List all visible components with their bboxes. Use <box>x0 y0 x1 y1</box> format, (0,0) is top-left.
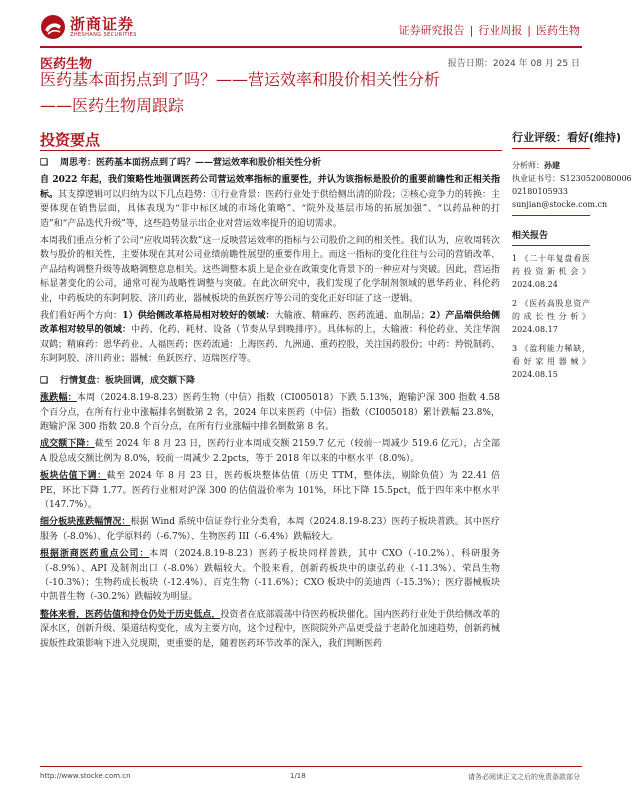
section-market-review-heading: ❑ 行情复盘：板块回调，成交额下降 <box>40 374 500 388</box>
footer-rule <box>40 766 582 767</box>
section-heading-invest-points: 投资要点 <box>40 131 101 149</box>
square-bullet-icon: ❑ <box>40 375 49 386</box>
footer-website-link[interactable]: http://www.stocke.com.cn <box>40 772 131 780</box>
page-number: 1/18 <box>290 772 306 780</box>
report-date <box>448 56 580 69</box>
section-rule <box>40 150 502 151</box>
related-report-link[interactable]: 《二十年复盘看医药投资新机会》 <box>512 254 591 276</box>
paragraph: 涨跌幅：本周（2024.8.19-8.23）医药生物（中信）指数（CI005018）下跌 5.13%，跑输沪深 300 指数 4.58 个百分点，在所有行业中涨幅排名倒数第 2 名，2024 年以来医药（中信）指数（CI005018）累计跌幅 23.8%，跑输沪深 300 指数 20.8 个百分点，在所有行业涨幅中排名倒数第 8 名。 <box>40 393 500 432</box>
analyst-info <box>512 159 632 216</box>
sidebar <box>512 131 632 381</box>
related-report-link[interactable]: 《盈利能力稀缺，看好家用器械》 <box>512 344 591 366</box>
logo-text-en: ZHESHANG SECURITIES <box>70 32 137 38</box>
report-title: 医药基本面拐点到了吗？——营运效率和股价相关性分析 <box>40 70 441 89</box>
paragraph: 板块估值下调：截至 2024 年 8 月 23 日，医药板块整体估值（历史 TTM，整体法，剔除负值）为 22.41 倍 PE，环比下降 1.77。医药行业相对沪深 300 的估值溢价率为 101%，环比下降 15.5pct，低于四年来中枢水平（147.7%）。 <box>40 471 500 510</box>
analyst-name: 分析师：孙建 <box>512 160 560 170</box>
related-report-item: 1 《二十年复盘看医药投资新机会》 2024.08.24 <box>512 254 591 289</box>
report-type-nav <box>399 22 580 38</box>
paragraph: 整体来看，医药估值和持仓仍处于历史低点，投资者在底部震荡中待医药板块催化。国内医药行业处于供给侧改革的深水区，创新升级、渠道结构变化，成为主要方向，这个过程中，医院院外产品更受益于老龄化加速趋势，创新药械拔版性政策影响下进入兑现期，更重要的是，随着医药环节改革的深入，我们判断医药 <box>40 609 500 649</box>
paragraph: 根据浙商医药重点公司：本周（2024.8.19-8.23）医药子板块同样普跌，其中 CXO（-10.2%）、科研服务（-8.9%）、API 及制剂出口（-8.0%）跌幅较大。个股来看，创新药板块中的康弘药业（-11.3%）、荣昌生物（-10.3%）；生物药成长板块（-12.4%）、百克生物（-11.6%）；CXO 板块中的美迪西（-15.3%）；医疗器械板块中凯普生物（-30.2%）跌幅较为明显。 <box>40 549 500 603</box>
logo-text-cn: 浙商证券 <box>70 15 135 33</box>
related-report-item: 2 《医药高股息资产的成长性分析》 2024.08.17 <box>512 299 591 334</box>
paragraph: 本周我们重点分析了公司“应收周转次数”这一反映营运效率的指标与公司股价之间的相关性。我们认为，应收周转次数与股价的相关性，主要体现在其对公司业绩前瞻性展望的重要作用上。而这一指标的变化往往与公司的营销改革、产品结构调整升级等战略调整息息相关。这些调整本质上是企业在政策变化背景下的一种应对与突破。因此，营运指标显著变化的公司，通常可视为战略性调整与突破。在此次研究中，我们发现了化学制剂领域的恩华药业、科伦药业，中药板块的东阿阿胶、济川药业，器械板块的鱼跃医疗等公司的变化正好印证了这一逻辑。 <box>40 236 500 304</box>
nav-item-weekly: 行业周报 <box>478 24 523 37</box>
nav-item-research-report: 证券研究报告 <box>398 24 465 37</box>
rating-value: 看好(维持) <box>567 131 622 144</box>
date-label: 报告日期： <box>447 59 493 69</box>
paragraph: 成交额下降：截至 2024 年 8 月 23 日，医药行业本周成交额 2159.7 亿元（较前一周减少 519.6 亿元），占全部 A 股总成交额比例为 8.0%，较前一周减少 2.2pcts，等于 2018 年以来的中枢水平（8.0%）。 <box>40 439 500 464</box>
related-report-link[interactable]: 《医药高股息资产的成长性分析》 <box>512 299 591 321</box>
related-report-item: 3 《盈利能力稀缺，看好家用器械》 2024.08.15 <box>512 344 591 379</box>
nav-separator: | <box>527 24 531 37</box>
report-subtitle: ——医药生物周跟踪 <box>40 96 185 115</box>
rating-label: 行业评级： <box>512 131 567 144</box>
analyst-email: sunjian@stocke.com.cn <box>512 200 608 209</box>
nav-item-sector: 医药生物 <box>536 24 580 37</box>
company-logo <box>40 12 160 44</box>
related-reports-heading: 相关报告 <box>512 230 590 246</box>
analyst-phone: 02180105933 <box>512 187 568 196</box>
paragraph: 我们看好两个方向：1）供给侧改革格局相对较好的领域：大输液、精麻药、医药流通、血制品；2）产品端供给侧改革相对较早的领域：中药、化药、耗材、设备（节奏从早到晚排序）。具体标的上，大输液：科伦药业、关注华润双鹤；精麻药：恩华药业、人福医药；医药流通：上海医药、九洲通、重药控股，关注国药股份；中药：羚锐制药、东阿阿胶、济川药业；器械：鱼跃医疗、迈瑞医疗等。 <box>40 311 500 365</box>
header-rule <box>40 46 582 48</box>
disclaimer-note: 请务必阅读正文之后的免责条款部分 <box>468 773 580 781</box>
industry-rating <box>512 131 622 149</box>
date-value: 2024 年 08 月 25 日 <box>492 59 580 69</box>
main-content <box>40 156 500 762</box>
paragraph: 细分板块涨跌幅情况：根据 Wind 系统中信证券行业分类看，本周（2024.8.19-8.23）医药子板块普跌。其中医疗服务（-8.0%）、化学原料药（-6.7%）、生物医药 III（-6.4%）跌幅较大。 <box>40 517 500 542</box>
nav-separator: | <box>469 24 474 37</box>
section-weekly-thinking-heading: ❑ 周思考：医药基本面拐点到了吗？——营运效率和股价相关性分析 <box>40 156 500 170</box>
square-bullet-icon: ❑ <box>40 158 49 168</box>
report-category: 医药生物 <box>40 57 93 72</box>
paragraph: 自 2022 年起，我们策略性地强调医药公司营运效率指标的重要性，并认为该指标是股价的重要前瞻性和正相关指标。其支撑逻辑可以归纳为以下几点趋势：①行业背景：医药行业处于供给侧出清的阶段；②核心竞争力的转换：主要体现在销售层面，具体表现为“非中标区域的市场化策略”、“院外及基层市场的拓展加强”、“以药品种的打造”和“产品迭代升级”等，这些趋势显示出企业对营运效率提升的迫切需求。 <box>40 175 500 229</box>
analyst-license: 执业证书号：S1230520080006 <box>512 174 632 183</box>
logo-mark-icon <box>40 14 66 40</box>
